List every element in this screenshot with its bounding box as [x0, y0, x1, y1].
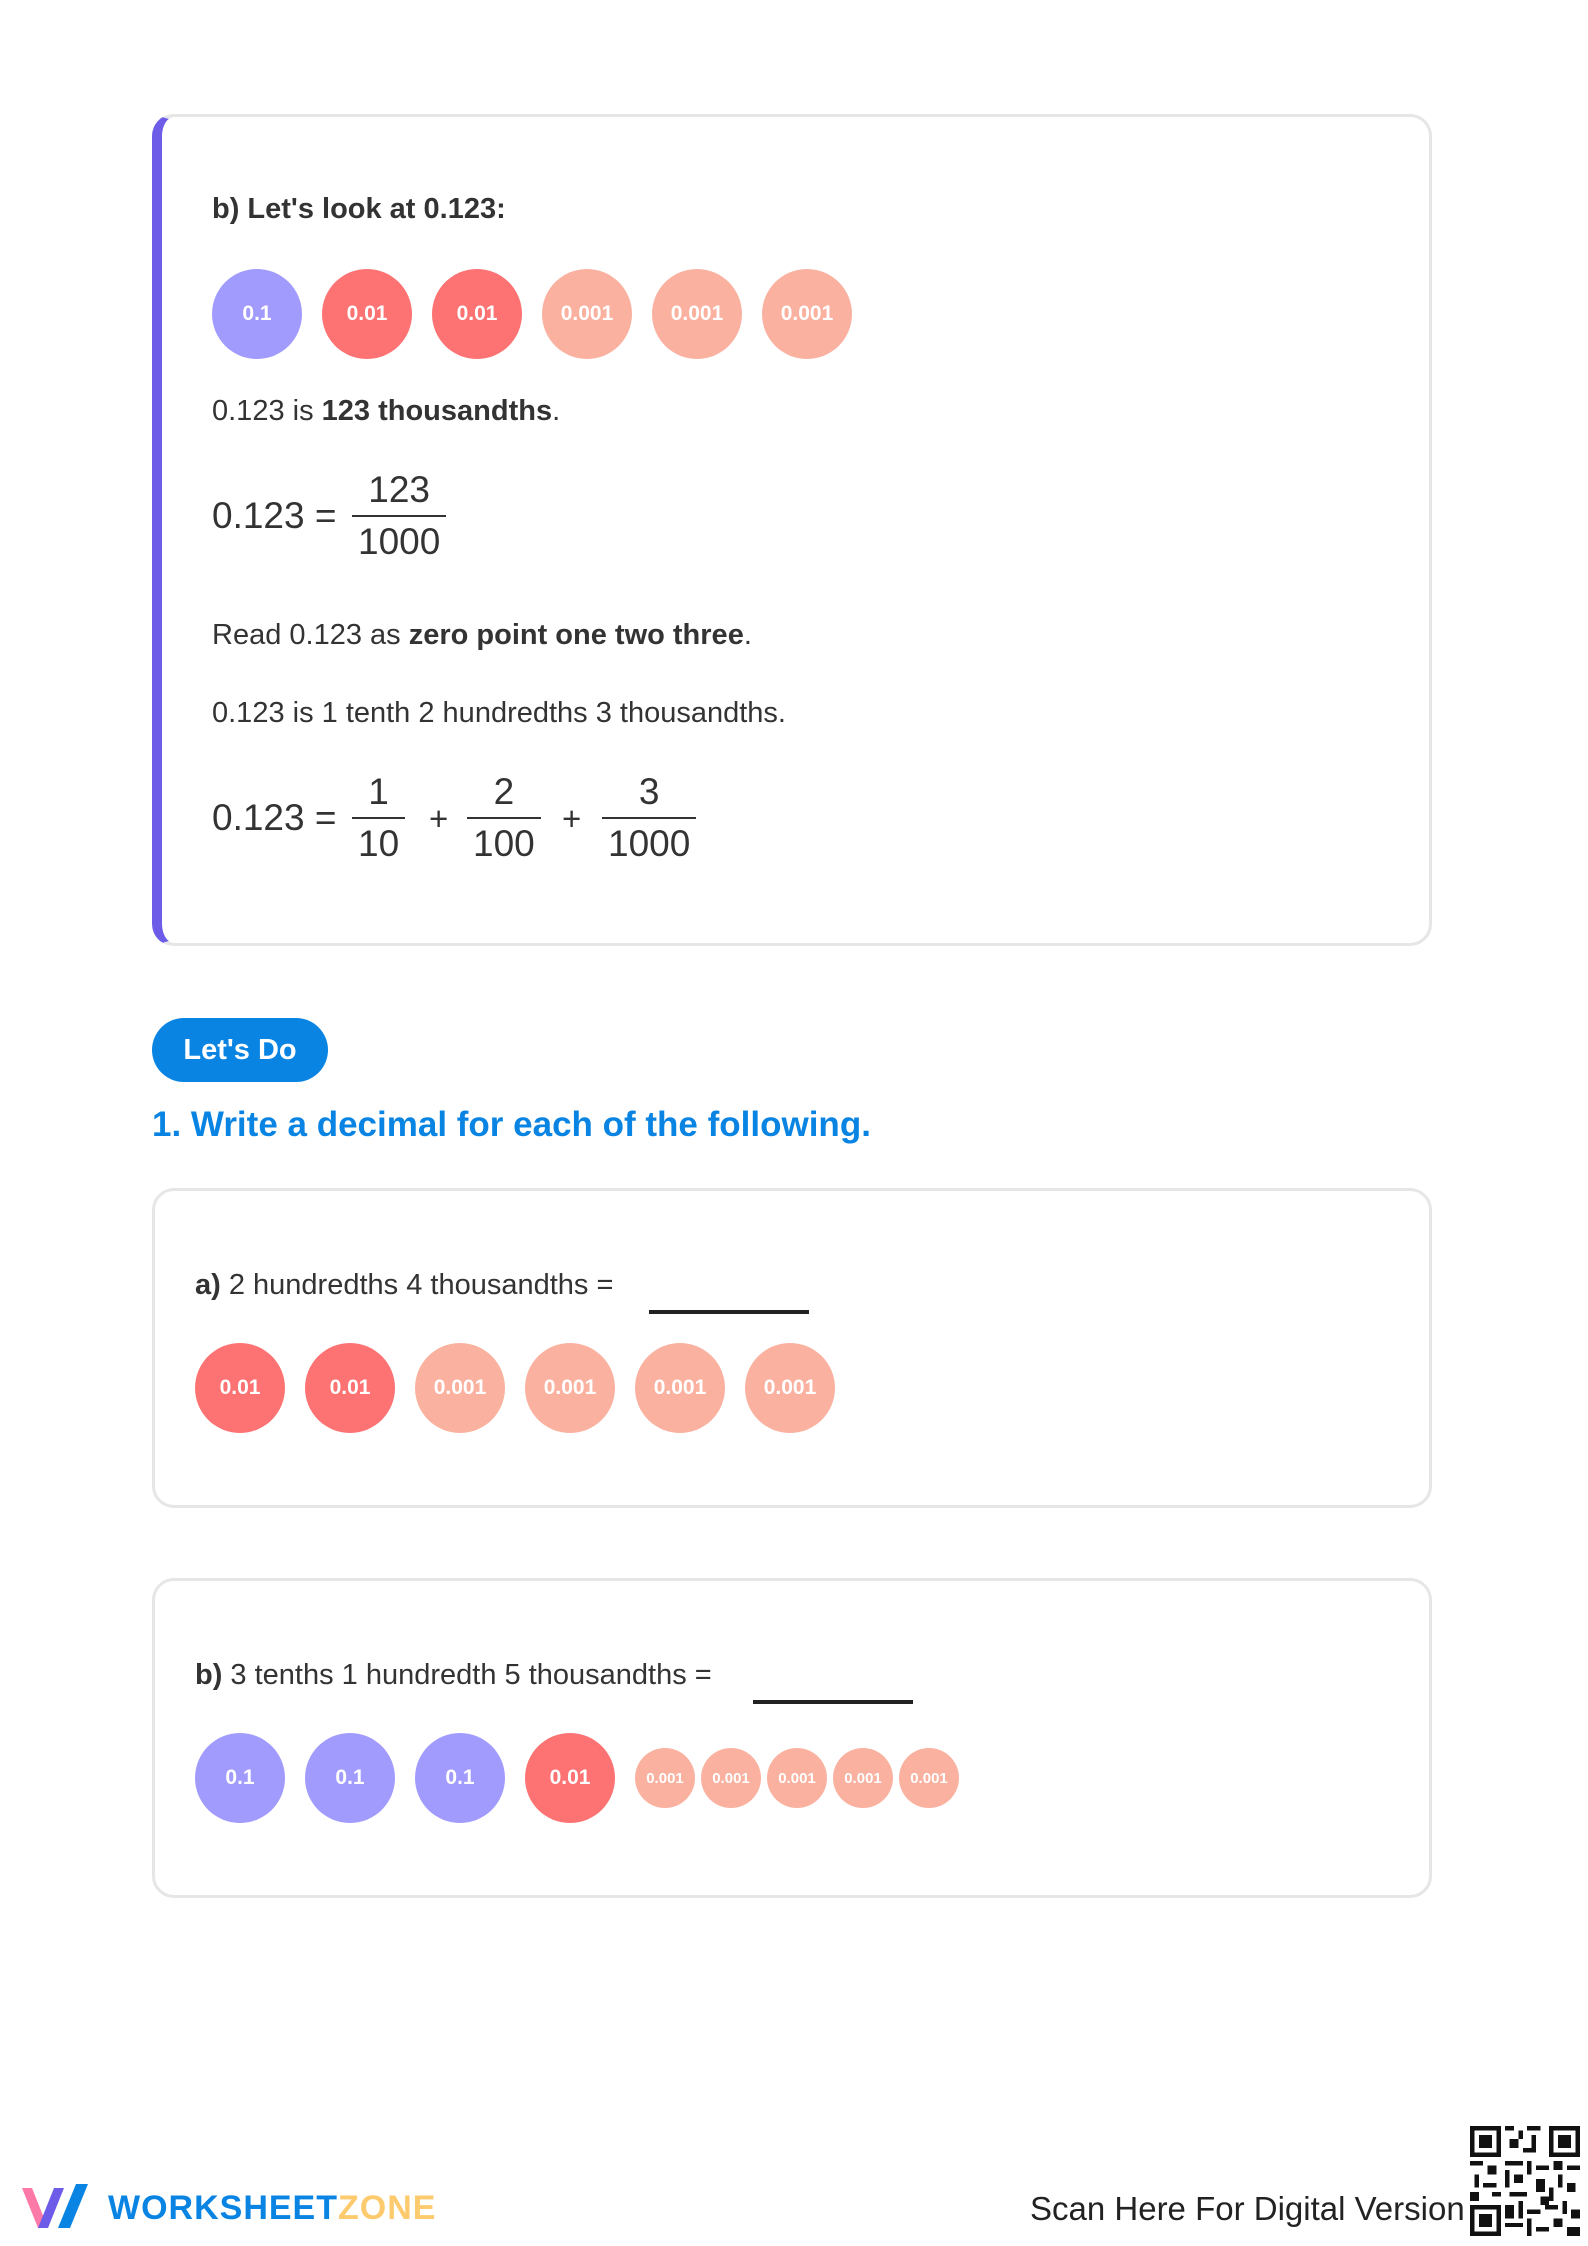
- brand-name: [108, 2189, 436, 2228]
- tenth-circle: 0.1: [305, 1733, 395, 1823]
- thousandth-circle: 0.001: [635, 1343, 725, 1433]
- read-statement: [212, 619, 752, 652]
- statement-text: 0.123 is: [212, 395, 322, 427]
- brand-logo: [18, 2180, 436, 2236]
- plus-sign: +: [562, 800, 582, 837]
- question-a-card: [152, 1188, 1432, 1508]
- denominator: 10: [358, 823, 400, 864]
- thousandth-circle: 0.001: [701, 1748, 761, 1808]
- lets-do-badge: Let's Do: [152, 1018, 328, 1082]
- question-b-text: 3 tenths 1 hundredth 5 thousandths =: [222, 1659, 712, 1691]
- tenth-circle: 0.1: [212, 269, 302, 359]
- hundredth-circle: 0.01: [195, 1343, 285, 1433]
- numerator: 123: [368, 469, 431, 510]
- question-b-prompt: [195, 1659, 712, 1692]
- tenth-circle: 0.1: [415, 1733, 505, 1823]
- hundredth-circle: 0.01: [322, 269, 412, 359]
- thousandth-circle: 0.001: [525, 1343, 615, 1433]
- numerator: 2: [493, 771, 515, 812]
- qr-code-icon[interactable]: [1470, 2126, 1580, 2236]
- hundredth-circle: 0.01: [525, 1733, 615, 1823]
- question-a-text: 2 hundredths 4 thousandths =: [220, 1269, 614, 1301]
- read-bold: zero point one two three: [408, 619, 744, 651]
- thousandth-circle: 0.001: [767, 1748, 827, 1808]
- fraction: [467, 767, 541, 869]
- question-a-prompt: [195, 1269, 613, 1302]
- worksheetzone-logo-icon: [18, 2180, 94, 2236]
- hundredth-circle: 0.01: [432, 269, 522, 359]
- thousandth-circle: 0.001: [762, 269, 852, 359]
- equation-lhs: 0.123 =: [212, 495, 337, 536]
- example-heading: b) Let's look at 0.123:: [212, 193, 506, 225]
- thousandth-circle: 0.001: [899, 1748, 959, 1808]
- thousandths-statement: [212, 395, 560, 428]
- thousandth-circle: 0.001: [833, 1748, 893, 1808]
- question-a-label: a): [195, 1269, 221, 1301]
- thousandth-circle: 0.001: [415, 1343, 505, 1433]
- plus-sign: +: [429, 800, 449, 837]
- denominator: 1000: [608, 823, 691, 864]
- tenth-circle: 0.1: [195, 1733, 285, 1823]
- denominator: 1000: [358, 521, 441, 562]
- place-value-statement: 0.123 is 1 tenth 2 hundredths 3 thousandths.: [212, 697, 786, 729]
- answer-blank-b[interactable]: [753, 1700, 913, 1704]
- brand-name-main: WORKSHEET: [108, 2188, 338, 2227]
- answer-blank-a[interactable]: [649, 1310, 809, 1314]
- thousandth-circle: 0.001: [745, 1343, 835, 1433]
- numerator: 1: [368, 771, 389, 812]
- numerator: 3: [638, 771, 660, 812]
- example-card: [152, 114, 1432, 946]
- thousandth-circle: 0.001: [635, 1748, 695, 1808]
- statement-period: .: [552, 395, 561, 427]
- question-title: 1. Write a decimal for each of the following.: [152, 1105, 871, 1144]
- thousandth-circle: 0.001: [652, 269, 742, 359]
- question-b-label: b): [195, 1659, 223, 1691]
- fraction: [352, 767, 405, 869]
- question-b-card: [152, 1578, 1432, 1898]
- statement-bold: 123 thousandths: [321, 395, 553, 427]
- thousandth-circle: 0.001: [542, 269, 632, 359]
- hundredth-circle: 0.01: [305, 1343, 395, 1433]
- read-period: .: [743, 619, 752, 651]
- brand-name-accent: ZONE: [338, 2188, 437, 2227]
- fraction: [602, 767, 696, 869]
- equation-lhs: 0.123 =: [212, 797, 337, 838]
- denominator: 100: [473, 823, 535, 864]
- scan-caption: Scan Here For Digital Version: [1030, 2190, 1465, 2227]
- fraction: [352, 465, 446, 567]
- read-text: Read 0.123 as: [212, 619, 409, 651]
